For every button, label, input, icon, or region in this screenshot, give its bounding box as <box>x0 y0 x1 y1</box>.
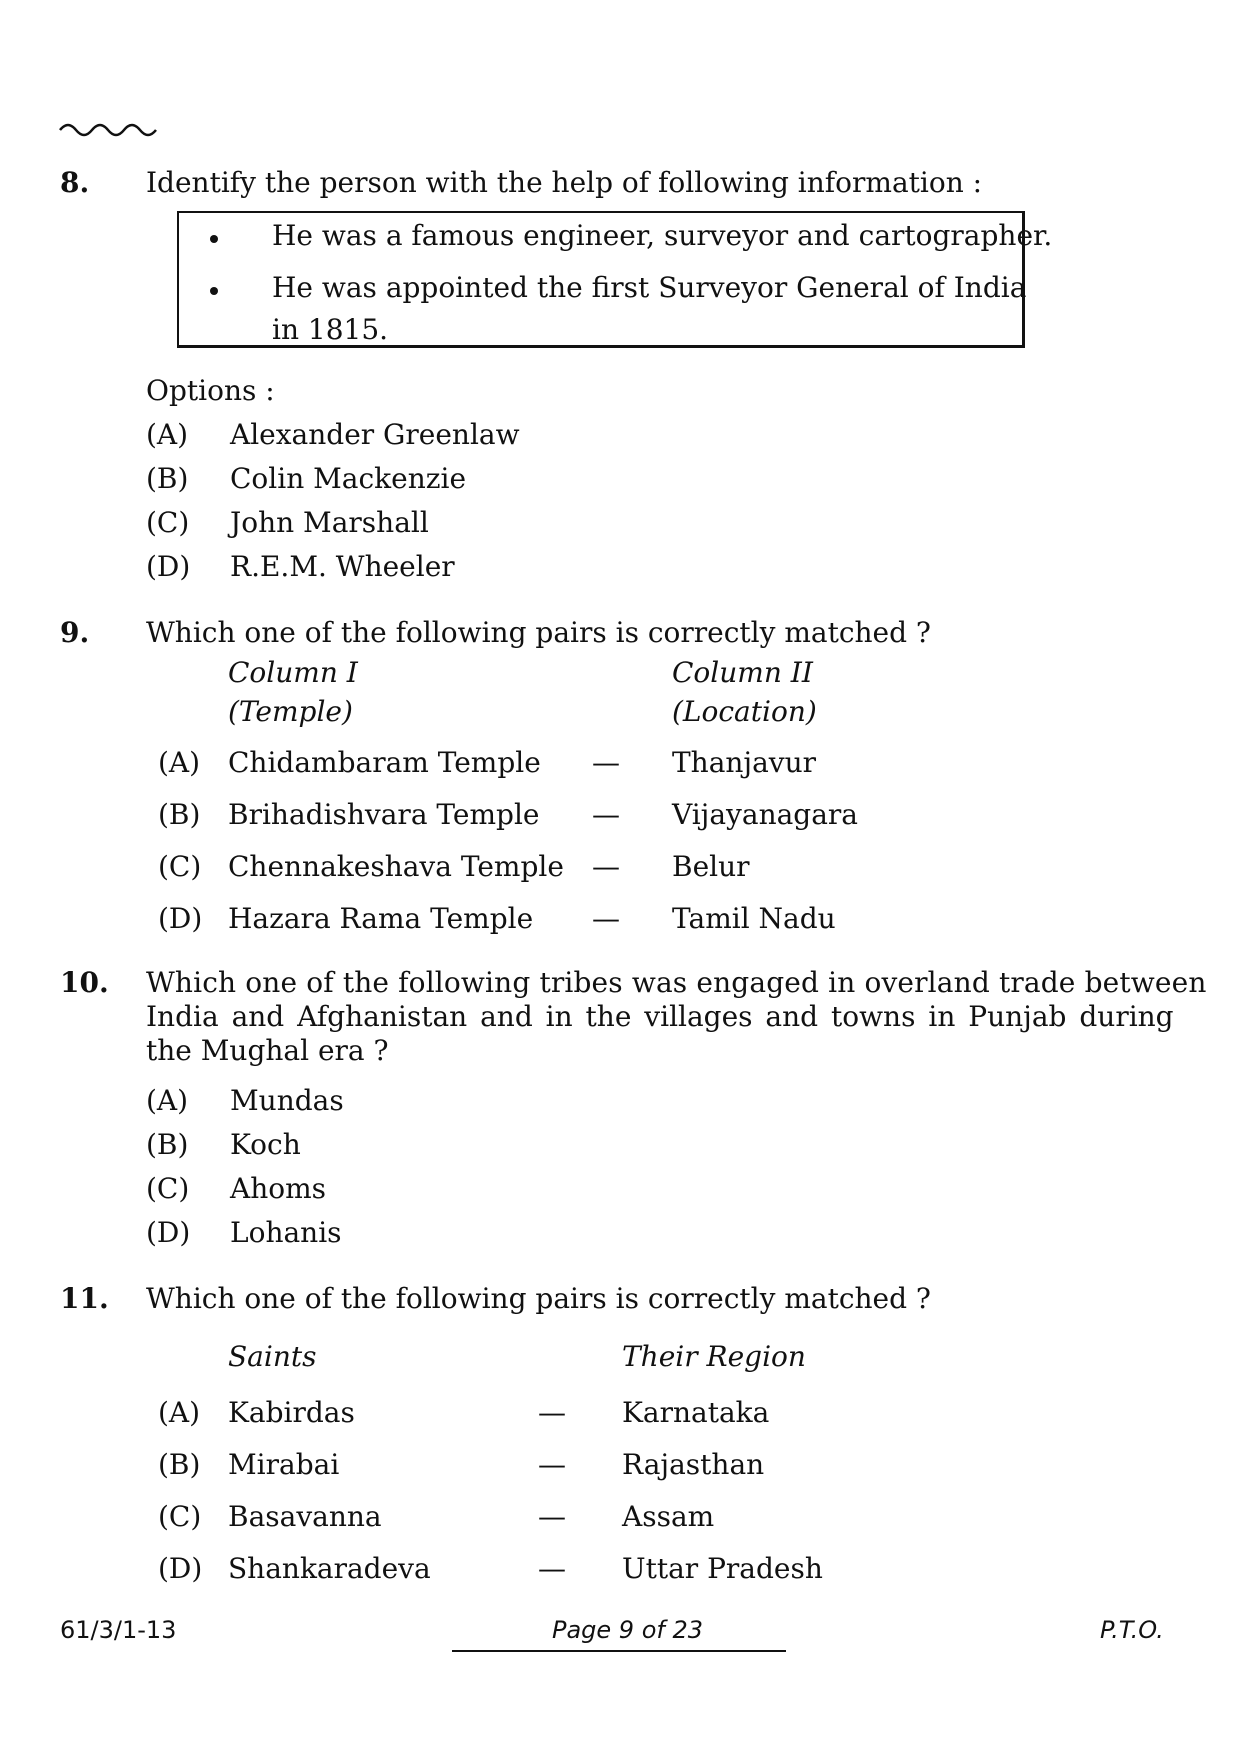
match-dash: — <box>592 850 620 883</box>
match-dash: — <box>538 1552 566 1585</box>
pto-label: P.T.O. <box>1100 1616 1164 1644</box>
question-number: 10. <box>60 966 109 999</box>
column-subheading: (Location) <box>672 695 817 728</box>
option-text: Lohanis <box>230 1216 342 1249</box>
option-text: R.E.M. Wheeler <box>230 550 455 583</box>
wavy-line-icon <box>58 118 162 142</box>
option-key: (B) <box>158 798 201 831</box>
option-key: (A) <box>146 418 189 451</box>
option-key: (A) <box>158 1396 201 1429</box>
column-heading: Column I <box>228 656 358 689</box>
match-left: Kabirdas <box>228 1396 355 1429</box>
option-key: (C) <box>146 506 190 539</box>
option-key: (D) <box>146 1216 191 1249</box>
match-left: Chennakeshava Temple <box>228 850 564 883</box>
match-right: Rajasthan <box>622 1448 765 1481</box>
option-text: Alexander Greenlaw <box>230 418 520 451</box>
option-key: (B) <box>158 1448 201 1481</box>
question-text: Which one of the following pairs is correctly matched ? <box>146 616 931 649</box>
match-dash: — <box>538 1396 566 1429</box>
match-left: Brihadishvara Temple <box>228 798 540 831</box>
option-key: (A) <box>146 1084 189 1117</box>
info-line: He was appointed the first Surveyor General of India <box>272 271 1027 304</box>
column-heading: Saints <box>228 1340 317 1373</box>
match-left: Hazara Rama Temple <box>228 902 534 935</box>
question-text-line: Which one of the following tribes was engaged in overland trade between <box>146 966 1207 999</box>
question-number: 11. <box>60 1282 109 1315</box>
option-text: John Marshall <box>230 506 429 539</box>
match-right: Tamil Nadu <box>672 902 836 935</box>
option-key: (A) <box>158 746 201 779</box>
question-text-line: India and Afghanistan and in the villages and towns in Punjab during <box>146 1000 1174 1033</box>
match-right: Assam <box>622 1500 715 1533</box>
question-text: Identify the person with the help of following information : <box>146 166 983 199</box>
question-text-line: the Mughal era ? <box>146 1034 389 1067</box>
column-heading: Column II <box>672 656 813 689</box>
match-left: Shankaradeva <box>228 1552 431 1585</box>
question-number: 8. <box>60 166 90 199</box>
match-right: Belur <box>672 850 750 883</box>
info-line: in 1815. <box>272 313 389 346</box>
option-key: (D) <box>158 902 203 935</box>
match-left: Chidambaram Temple <box>228 746 541 779</box>
option-key: (D) <box>158 1552 203 1585</box>
option-text: Mundas <box>230 1084 344 1117</box>
option-key: (B) <box>146 462 189 495</box>
bullet-icon <box>210 235 218 243</box>
options-label: Options : <box>146 374 275 407</box>
option-text: Koch <box>230 1128 301 1161</box>
question-text: Which one of the following pairs is correctly matched ? <box>146 1282 931 1315</box>
bullet-icon <box>210 287 218 295</box>
option-text: Ahoms <box>230 1172 327 1205</box>
match-dash: — <box>592 746 620 779</box>
match-left: Basavanna <box>228 1500 382 1533</box>
match-dash: — <box>592 902 620 935</box>
match-left: Mirabai <box>228 1448 340 1481</box>
match-right: Karnataka <box>622 1396 770 1429</box>
option-key: (C) <box>158 1500 202 1533</box>
match-dash: — <box>538 1500 566 1533</box>
option-key: (B) <box>146 1128 189 1161</box>
page-number-underline <box>452 1650 786 1652</box>
option-key: (D) <box>146 550 191 583</box>
column-heading: Their Region <box>622 1340 806 1373</box>
option-text: Colin Mackenzie <box>230 462 467 495</box>
column-subheading: (Temple) <box>228 695 353 728</box>
paper-code: 61/3/1-13 <box>60 1616 177 1644</box>
option-key: (C) <box>158 850 202 883</box>
info-line: He was a famous engineer, surveyor and cartographer. <box>272 219 1053 252</box>
option-key: (C) <box>146 1172 190 1205</box>
match-right: Vijayanagara <box>672 798 858 831</box>
match-dash: — <box>592 798 620 831</box>
question-number: 9. <box>60 616 90 649</box>
page-number: Page 9 of 23 <box>552 1616 704 1644</box>
match-right: Uttar Pradesh <box>622 1552 823 1585</box>
match-dash: — <box>538 1448 566 1481</box>
match-right: Thanjavur <box>672 746 817 779</box>
